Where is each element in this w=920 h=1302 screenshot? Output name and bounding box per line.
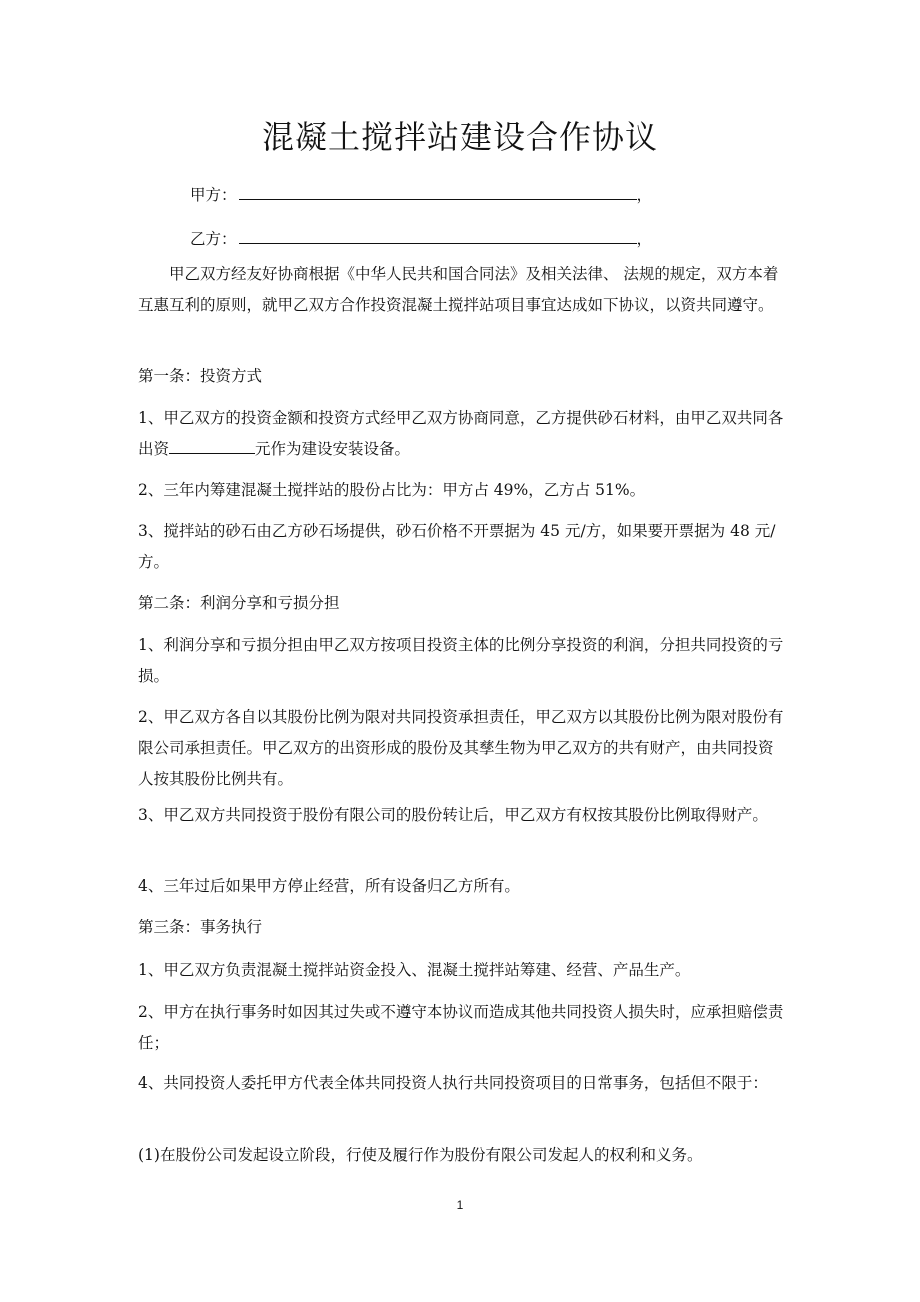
intro-paragraph: 甲乙双方经友好协商根据《中华人民共和国合同法》及相关法律、 法规的规定，双方本着互惠互利的原则，就甲乙双方合作投资混凝土搅拌站项目事宜达成如下协议，以资共同遵守。 — [138, 265, 779, 314]
article-2-clause-3: 3、甲乙双方共同投资于股份有限公司的股份转让后，甲乙双方有权按其股份比例取得财产。 — [138, 806, 768, 824]
article-1-heading: 第一条：投资方式 — [138, 367, 263, 385]
party-b-suffix: ， — [636, 230, 653, 248]
article-2-clause-2: 2、甲乙双方各自以其股份比例为限对共同投资承担责任，甲乙双方以其股份比例为限对股份有限公司承担责任。甲乙双方的出资形成的股份及其孳生物为甲乙双方的共有财产，由共同投资人按其股份比例共有。 — [138, 708, 784, 788]
article-1-clause-1-text-b: 元作为建设安装设备。 — [255, 440, 411, 458]
article-3-clause-2: 2、甲方在执行事务时如因其过失或不遵守本协议而造成其他共同投资人损失时，应承担赔偿责任； — [138, 1003, 784, 1052]
party-a-suffix: ， — [636, 186, 653, 204]
article-3-heading: 第三条：事务执行 — [138, 918, 263, 936]
article-2-heading: 第二条：利润分享和亏损分担 — [138, 594, 340, 612]
article-3-clause-1: 1、甲乙双方负责混凝土搅拌站资金投入、混凝土搅拌站筹建、经营、产品生产。 — [138, 961, 691, 979]
article-2-clause-4: 4、三年过后如果甲方停止经营，所有设备归乙方所有。 — [138, 877, 520, 895]
article-2-clause-1: 1、利润分享和亏损分担由甲乙双方按项目投资主体的比例分享投资的利润，分担共同投资的亏损。 — [138, 636, 784, 685]
article-1-clause-3: 3、搅拌站的砂石由乙方砂石场提供，砂石价格不开票据为 45 元/方，如果要开票据为 48 元/方。 — [138, 522, 776, 571]
article-1-clause-2: 2、三年内筹建混凝土搅拌站的股份占比为：甲方占 49%，乙方占 51%。 — [138, 481, 646, 499]
party-a-blank-line — [239, 180, 637, 200]
party-a-row — [190, 180, 652, 205]
party-b-blank-line — [239, 224, 637, 244]
page-number: 1 — [456, 1198, 464, 1212]
article-1-clause-1-text-a: 1、甲乙双方的投资金额和投资方式经甲乙双方协商同意，乙方提供砂石材料，由甲乙双共同各出资 — [138, 409, 784, 458]
party-a-label: 甲方： — [190, 186, 237, 204]
party-b-label: 乙方： — [190, 230, 237, 248]
amount-blank-line — [169, 435, 255, 454]
party-b-row — [190, 224, 652, 249]
document-title: 混凝土搅拌站建设合作协议 — [261, 118, 658, 156]
article-3-clause-4: 4、共同投资人委托甲方代表全体共同投资人执行共同投资项目的日常事务，包括但不限于： — [138, 1074, 768, 1092]
article-3-item-1: (1)在股份公司发起设立阶段，行使及履行作为股份有限公司发起人的权利和义务。 — [138, 1146, 703, 1164]
article-1-clause-1 — [138, 403, 784, 465]
